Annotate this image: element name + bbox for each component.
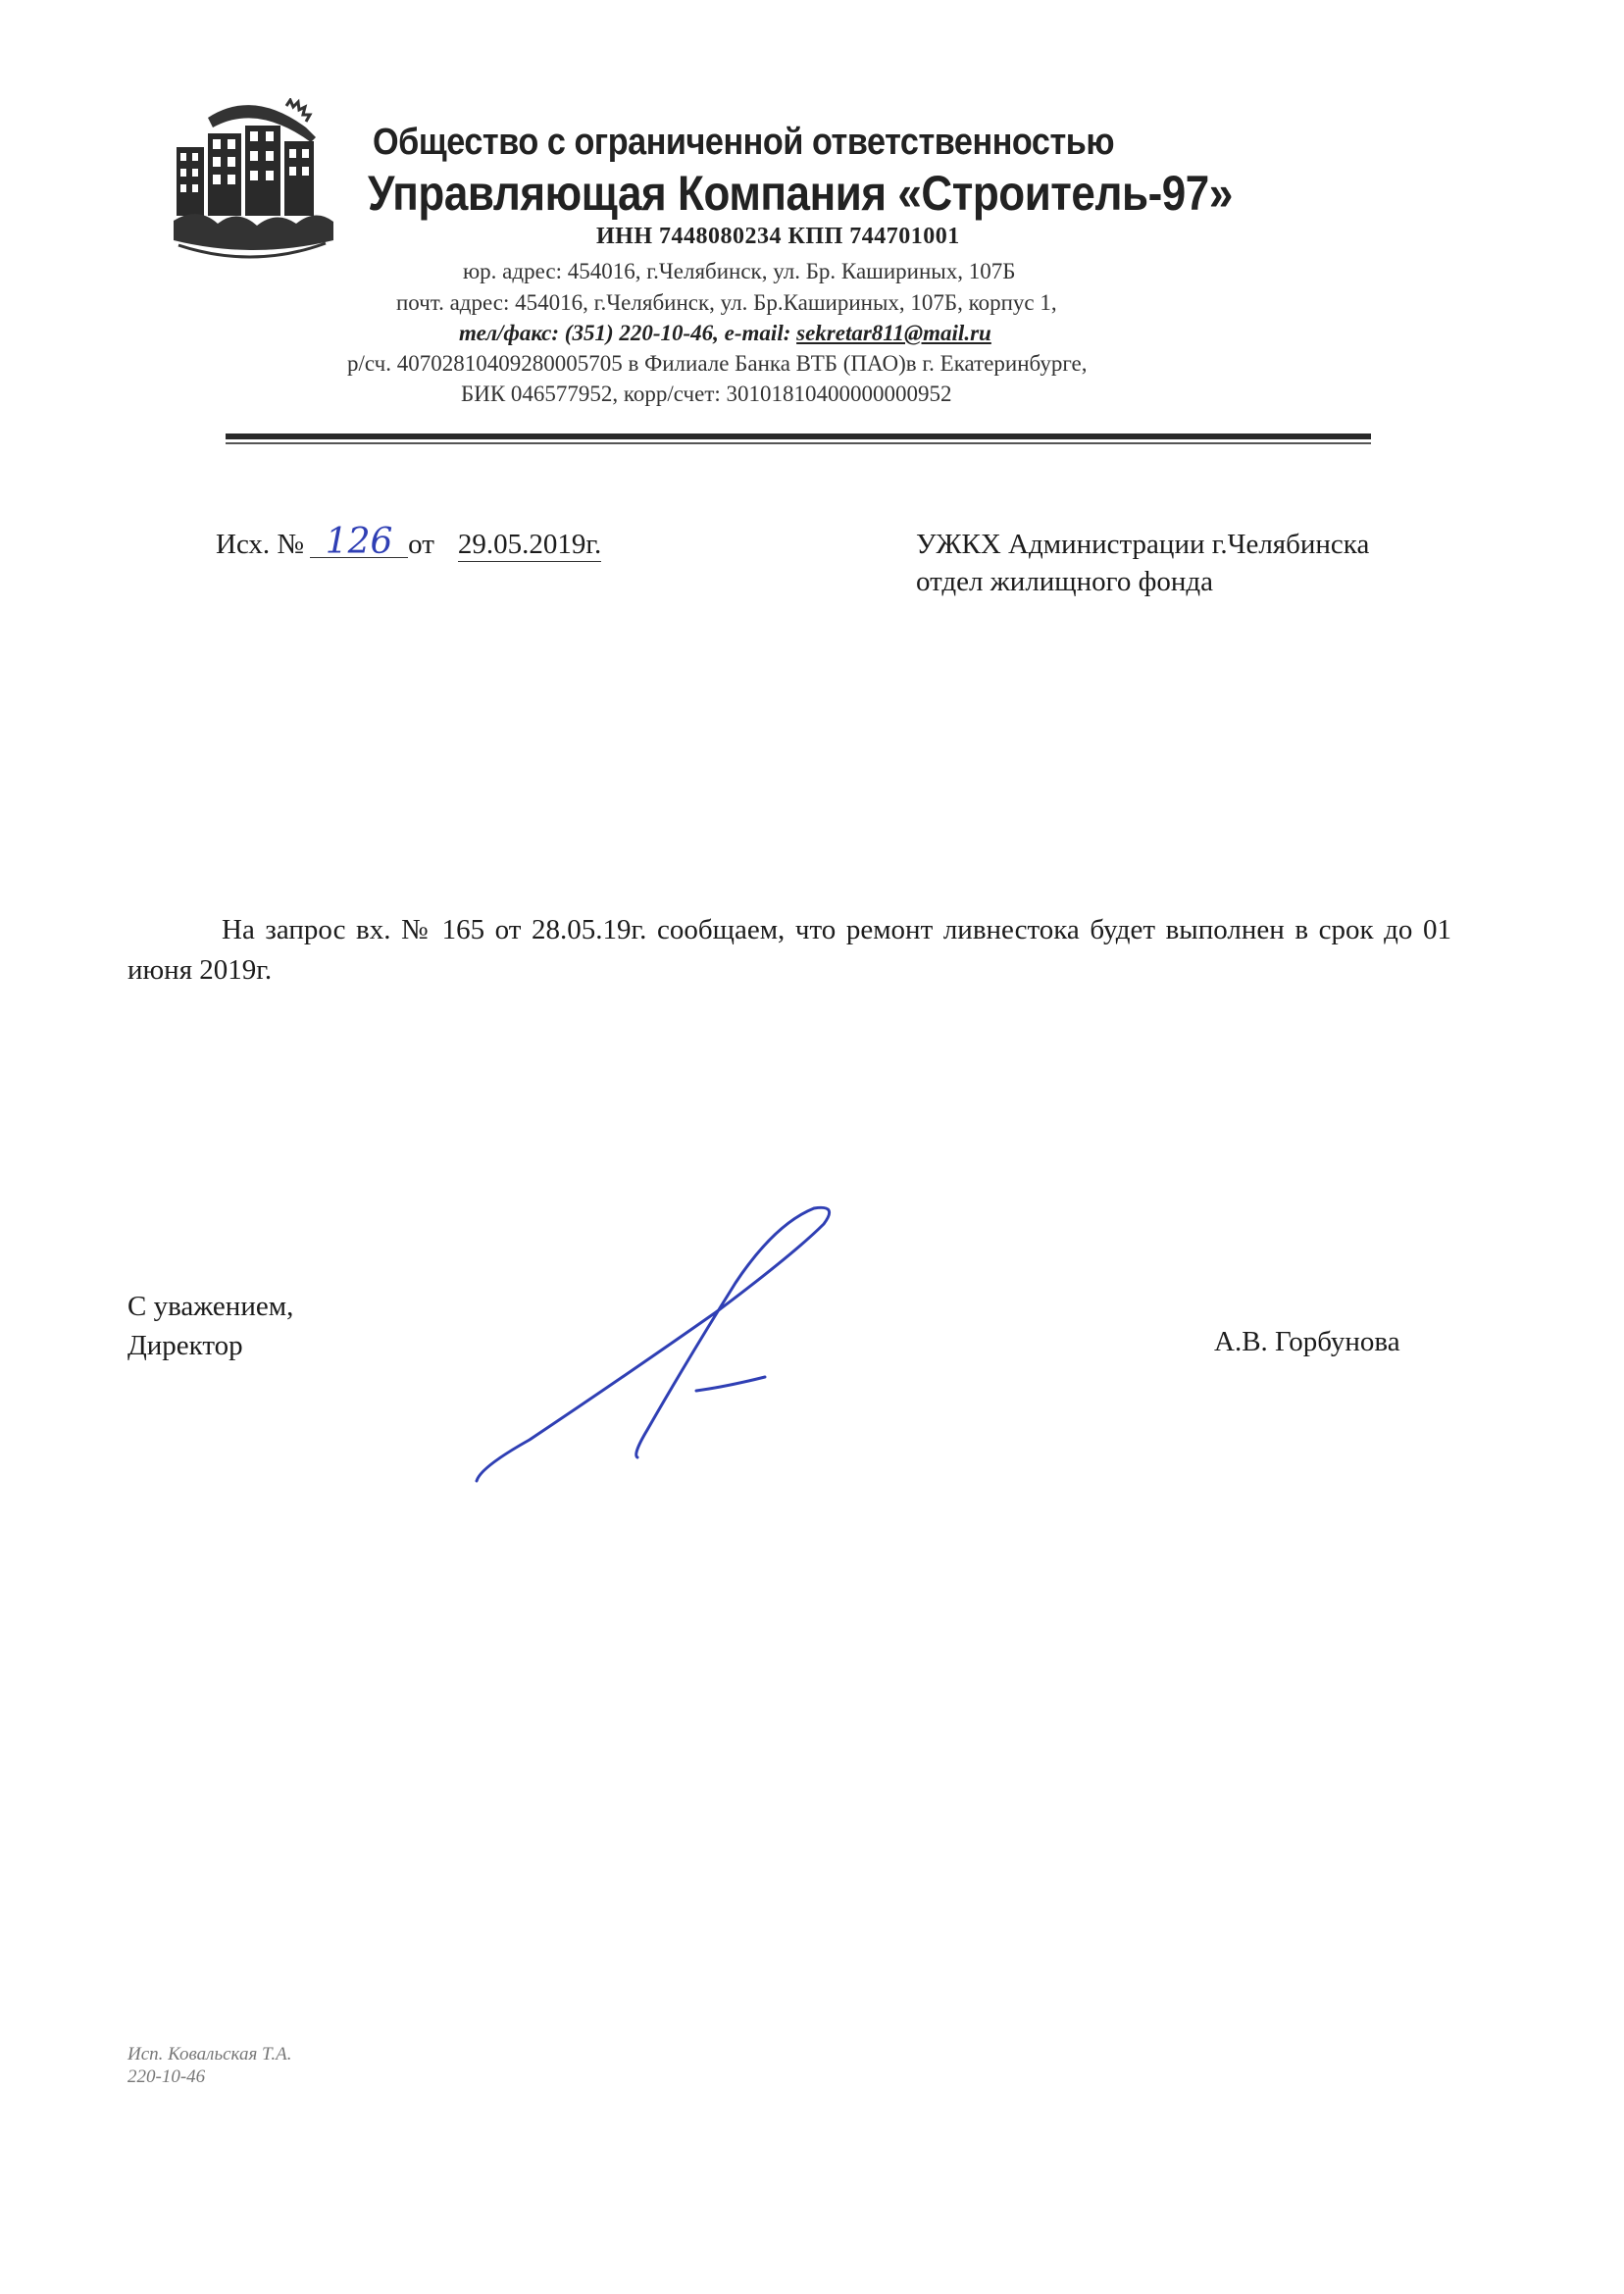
org-type: Общество с ограниченной ответственностью	[373, 122, 1115, 163]
closing-block	[127, 1287, 293, 1365]
inn-kpp: ИНН 7448080234 КПП 744701001	[596, 224, 960, 249]
signer-name: А.В. Горбунова	[1214, 1326, 1400, 1357]
ref-from-label: от	[408, 529, 434, 560]
closing-regards: С уважением,	[127, 1291, 294, 1322]
addressee-line2: отдел жилищного фонда	[916, 566, 1214, 597]
header-divider	[226, 433, 1371, 439]
addressee	[916, 526, 1369, 600]
contacts	[459, 321, 991, 346]
handwritten-signature	[461, 1195, 951, 1489]
email-link[interactable]: sekretar811@mail.ru	[796, 321, 991, 345]
closing-position: Директор	[127, 1330, 243, 1361]
ref-date: 29.05.2019г.	[457, 529, 602, 560]
postal-address: почт. адрес: 454016, г.Челябинск, ул. Бр.Кашириных, 107Б, корпус 1,	[396, 290, 1057, 315]
company-logo	[169, 98, 337, 263]
bank-account: р/сч. 40702810409280005705 в Филиале Банка ВТБ (ПАО)в г. Екатеринбурге,	[347, 351, 1088, 376]
letter-body: На запрос вх. № 165 от 28.05.19г. сообщаем, что ремонт ливнестока будет выполнен в срок до 01 июня 2019г.	[127, 914, 1451, 986]
org-name: Управляющая Компания «Строитель-97»	[368, 166, 1233, 221]
bik-corr: БИК 046577952, корр/счет: 30101810400000000952	[461, 382, 952, 406]
header-divider-thin	[226, 442, 1371, 444]
executor-phone: 220-10-46	[127, 2066, 206, 2087]
outgoing-reference	[216, 522, 602, 562]
phone-fax: тел/факс: (351) 220-10-46, e-mail:	[459, 321, 797, 345]
ref-number: 126	[310, 528, 408, 558]
executor-name: Исп. Ковальская Т.А.	[127, 2044, 292, 2065]
legal-address: юр. адрес: 454016, г.Челябинск, ул. Бр. Кашириных, 107Б	[463, 259, 1016, 283]
ref-label: Исх. №	[216, 529, 305, 560]
executor-info	[127, 2043, 292, 2088]
addressee-line1: УЖКХ Администрации г.Челябинска	[916, 529, 1370, 560]
